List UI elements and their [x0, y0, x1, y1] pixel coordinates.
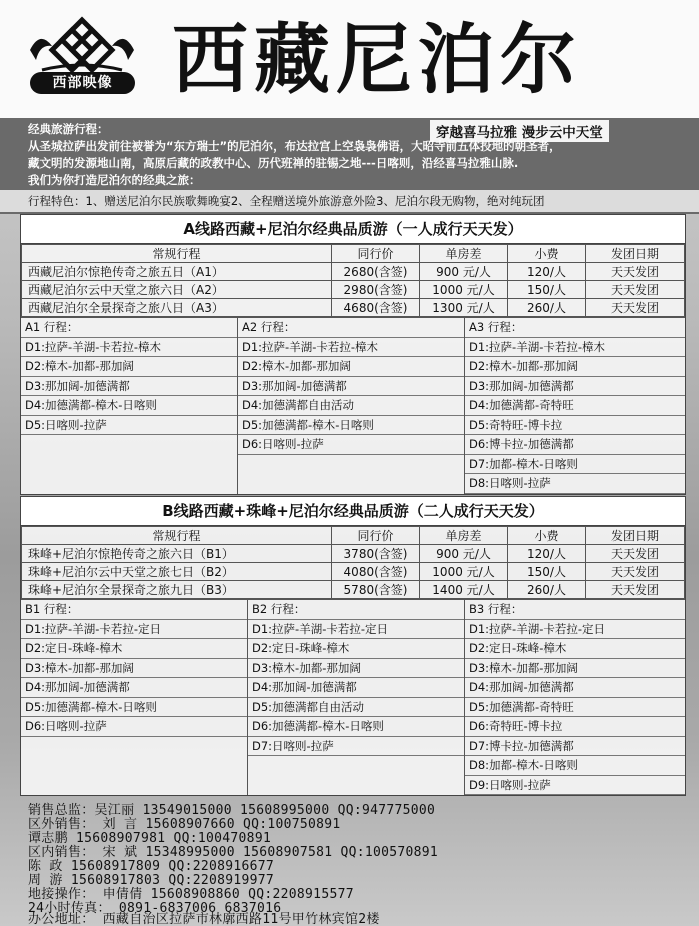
route-name: 西藏尼泊尔全景探奇之旅八日（A3）: [22, 299, 332, 317]
route-b-itineraries: [21, 599, 685, 795]
col-header: 常规行程: [22, 527, 332, 545]
itinerary-item: D8:加都-樟木-日喀则: [465, 756, 685, 776]
itinerary-item: D5:加德满都-樟木-日喀则: [21, 698, 247, 718]
single-supplement: 1000 元/人: [420, 281, 508, 299]
departure: 天天发团: [586, 263, 685, 281]
route-b-title: B线路西藏+珠峰+尼泊尔经典品质游（二人成行天天发）: [21, 497, 685, 526]
itinerary-item: D4:加德满都-奇特旺: [465, 396, 685, 416]
itinerary-item: D6:博卡拉-加德满都: [465, 435, 685, 455]
col-header: 同行价: [332, 527, 420, 545]
itinerary-item: D7:博卡拉-加德满都: [465, 737, 685, 757]
departure: 天天发团: [586, 299, 685, 317]
col-header: 单房差: [420, 245, 508, 263]
itinerary-item: D4:那加阔-加德满都: [465, 678, 685, 698]
table-row: [22, 281, 685, 299]
single-supplement: 900 元/人: [420, 545, 508, 563]
col-header: 常规行程: [22, 245, 332, 263]
departure: 天天发团: [586, 563, 685, 581]
price: 5780(含签): [332, 581, 420, 599]
itinerary-a3: [465, 318, 685, 494]
itinerary-item: D3:那加阔-加德满都: [21, 377, 237, 397]
logo-text: 西部映像: [30, 72, 135, 94]
itinerary-a2: [238, 318, 465, 494]
table-row: [22, 299, 685, 317]
contact-row: 销售总监：吴江丽 13549015000 15608995000 QQ:947775000: [28, 803, 436, 818]
address-row: 办公地址： 西藏自治区拉萨市林廓西路11号甲竹林宾馆2楼: [28, 912, 380, 926]
itinerary-item: D5:加德满都自由活动: [248, 698, 464, 718]
intro-line: 我们为你打造尼泊尔的经典之旅：: [28, 173, 201, 187]
itinerary-item: D5:加德满都-奇特旺: [465, 698, 685, 718]
itinerary-item: B1 行程：: [21, 600, 247, 620]
col-header: 小费: [508, 527, 586, 545]
itinerary-a1: [21, 318, 238, 494]
feature-bar: 行程特色：1、赠送尼泊尔民族歌舞晚宴2、全程赠送境外旅游意外险3、尼泊尔段无购物，绝对纯玩团: [0, 190, 699, 212]
itinerary-b3: [465, 600, 685, 795]
route-b-prices: [21, 526, 685, 599]
itinerary-item: D5:加德满都-樟木-日喀则: [238, 416, 464, 436]
itinerary-item: A2 行程：: [238, 318, 464, 338]
itinerary-item: D2:定日-珠峰-樟木: [248, 639, 464, 659]
contact-row: 地接操作： 申倩倩 15608908860 QQ:2208915577: [28, 887, 354, 902]
single-supplement: 900 元/人: [420, 263, 508, 281]
fax-row: 24小时传真： 0891-6837006 6837016: [28, 901, 282, 916]
itinerary-item: D5:日喀则-拉萨: [21, 416, 237, 436]
itinerary-item: D1:拉萨-羊湖-卡若拉-定日: [21, 620, 247, 640]
single-supplement: 1000 元/人: [420, 563, 508, 581]
itinerary-item: D6:奇特旺-博卡拉: [465, 717, 685, 737]
tip: 260/人: [508, 581, 586, 599]
itinerary-item: D5:奇特旺-博卡拉: [465, 416, 685, 436]
itinerary-item: D2:定日-珠峰-樟木: [21, 639, 247, 659]
table-header-row: [22, 527, 685, 545]
itinerary-item: D6:日喀则-拉萨: [21, 717, 247, 737]
col-header: 发团日期: [586, 245, 685, 263]
tip: 150/人: [508, 281, 586, 299]
itinerary-item: D6:加德满都-樟木-日喀则: [248, 717, 464, 737]
table-row: [22, 563, 685, 581]
col-header: 小费: [508, 245, 586, 263]
route-a-title: A线路西藏+尼泊尔经典品质游（一人成行天天发）: [21, 215, 685, 244]
itinerary-b2: [248, 600, 465, 795]
itinerary-item: D6:日喀则-拉萨: [238, 435, 464, 455]
table-header-row: [22, 245, 685, 263]
col-header: 发团日期: [586, 527, 685, 545]
tip: 260/人: [508, 299, 586, 317]
route-name: 珠峰+尼泊尔云中天堂之旅七日（B2）: [22, 563, 332, 581]
route-name: 珠峰+尼泊尔全景探奇之旅九日（B3）: [22, 581, 332, 599]
price: 2980(含签): [332, 281, 420, 299]
slogan: 穿越喜马拉雅 漫步云中天堂: [430, 120, 609, 142]
itinerary-item: A1 行程：: [21, 318, 237, 338]
itinerary-item: B2 行程：: [248, 600, 464, 620]
single-supplement: 1300 元/人: [420, 299, 508, 317]
itinerary-item: D4:加德满都-樟木-日喀则: [21, 396, 237, 416]
intro-line: 藏文明的发源地山南，高原后藏的政教中心、历代班禅的驻锡之地---日喀则，沿经喜马拉雅山脉.: [28, 156, 519, 170]
departure: 天天发团: [586, 581, 685, 599]
route-a-table: [20, 214, 686, 495]
itinerary-item: D9:日喀则-拉萨: [465, 776, 685, 796]
itinerary-item: D1:拉萨-羊湖-卡若拉-定日: [465, 620, 685, 640]
itinerary-item: D3:樟木-加都-那加阔: [21, 659, 247, 679]
itinerary-item: D4:加德满都自由活动: [238, 396, 464, 416]
single-supplement: 1400 元/人: [420, 581, 508, 599]
itinerary-item: D4:那加阔-加德满都: [21, 678, 247, 698]
itinerary-item: D3:樟木-加都-那加阔: [248, 659, 464, 679]
header: [0, 0, 699, 120]
price: 2680(含签): [332, 263, 420, 281]
itinerary-item: B3 行程：: [465, 600, 685, 620]
table-row: [22, 545, 685, 563]
itinerary-item: D1:拉萨-羊湖-卡若拉-定日: [248, 620, 464, 640]
route-name: 珠峰+尼泊尔惊艳传奇之旅六日（B1）: [22, 545, 332, 563]
intro-line: 从圣城拉萨出发前往被誉为“东方瑞士”的尼泊尔，布达拉宫上空袅袅佛语，大昭寺前五体投地的朝圣者，: [28, 139, 561, 153]
itinerary-item: D7:加都-樟木-日喀则: [465, 455, 685, 475]
contact-row: 区外销售： 刘 言 15608907660 QQ:100750891: [28, 817, 341, 832]
page-title: 西藏尼泊尔: [172, 15, 582, 104]
col-header: 单房差: [420, 527, 508, 545]
contact-footer: [0, 800, 699, 926]
price: 4080(含签): [332, 563, 420, 581]
route-name: 西藏尼泊尔惊艳传奇之旅五日（A1）: [22, 263, 332, 281]
contact-row: 区内销售： 宋 斌 15348995000 15608907581 QQ:100570891: [28, 845, 439, 860]
departure: 天天发团: [586, 545, 685, 563]
itinerary-item: D2:樟木-加都-那加阔: [21, 357, 237, 377]
intro-heading: 经典旅游行程：: [28, 122, 109, 136]
itinerary-item: D4:那加阔-加德满都: [248, 678, 464, 698]
contact-row: 陈 政 15608917809 QQ:2208916677: [28, 859, 275, 874]
route-a-prices: [21, 244, 685, 317]
col-header: 同行价: [332, 245, 420, 263]
tip: 120/人: [508, 263, 586, 281]
itinerary-item: D3:樟木-加都-那加阔: [465, 659, 685, 679]
table-row: [22, 263, 685, 281]
itinerary-b1: [21, 600, 248, 795]
itinerary-item: D3:那加阔-加德满都: [465, 377, 685, 397]
table-row: [22, 581, 685, 599]
route-a-itineraries: [21, 317, 685, 494]
contact-row: 谭志鹏 15608907981 QQ:100470891: [28, 831, 272, 846]
itinerary-item: D1:拉萨-羊湖-卡若拉-樟木: [21, 338, 237, 358]
itinerary-item: D2:定日-珠峰-樟木: [465, 639, 685, 659]
route-name: 西藏尼泊尔云中天堂之旅六日（A2）: [22, 281, 332, 299]
itinerary-item: D7:日喀则-拉萨: [248, 737, 464, 757]
itinerary-item: D1:拉萨-羊湖-卡若拉-樟木: [465, 338, 685, 358]
itinerary-item: D2:樟木-加都-那加阔: [465, 357, 685, 377]
route-b-table: [20, 496, 686, 796]
itinerary-item: D8:日喀则-拉萨: [465, 474, 685, 494]
itinerary-item: D1:拉萨-羊湖-卡若拉-樟木: [238, 338, 464, 358]
contact-row: 周 游 15608917803 QQ:2208919977: [28, 873, 275, 888]
price: 3780(含签): [332, 545, 420, 563]
itinerary-item: A3 行程：: [465, 318, 685, 338]
tip: 120/人: [508, 545, 586, 563]
tip: 150/人: [508, 563, 586, 581]
departure: 天天发团: [586, 281, 685, 299]
itinerary-item: D2:樟木-加都-那加阔: [238, 357, 464, 377]
itinerary-item: D3:那加阔-加德满都: [238, 377, 464, 397]
price: 4680(含签): [332, 299, 420, 317]
